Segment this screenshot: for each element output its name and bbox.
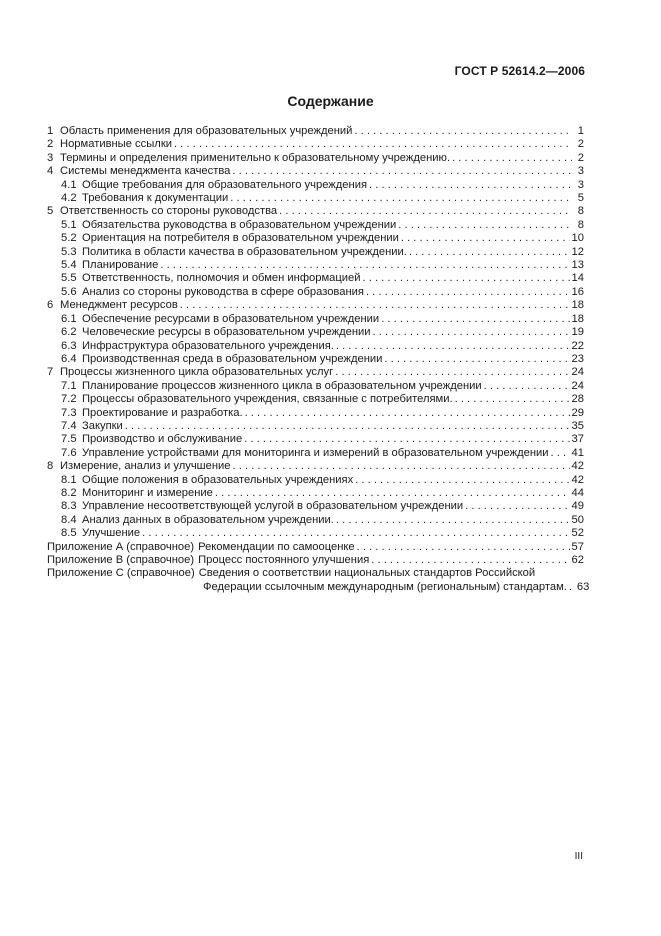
toc-entry (47, 272, 584, 285)
toc-entry (47, 138, 584, 151)
toc-entry-number: 5.1 (61, 218, 77, 231)
toc-page-number: 1 (577, 125, 584, 137)
toc-entry-label: Менеджмент ресурсов (60, 299, 178, 312)
toc-entry (47, 125, 584, 138)
toc-entry (47, 232, 584, 245)
toc-entry-number: 7 (47, 366, 54, 379)
toc-page-number: 19 (571, 326, 584, 339)
toc-page-number: 29 (571, 406, 584, 419)
toc-entry (47, 487, 584, 500)
toc-leader-dots (569, 581, 575, 594)
toc-entry-number: 5.6 (61, 285, 77, 298)
toc-page-number: 44 (571, 486, 584, 499)
toc-entry-number: 8.4 (61, 513, 77, 526)
toc-page-number: 3 (577, 165, 584, 178)
toc-page-number: 14 (571, 272, 584, 285)
toc-entry-number: 8.1 (61, 473, 77, 486)
toc-entry-number: 5 (47, 205, 54, 218)
toc-entry-number: 1 (47, 125, 54, 137)
toc-leader-dots (335, 366, 569, 379)
toc-entry (47, 474, 584, 487)
page-number: III (574, 851, 583, 862)
toc-entry-label: Обязательства руководства в образовательном учреждении (82, 218, 397, 231)
toc-entry (47, 299, 584, 312)
toc-entry (47, 152, 584, 165)
toc-entry-label: Процессы образовательного учреждения, связанные с потребителями. (82, 393, 453, 406)
toc-page-number: 23 (571, 352, 584, 365)
toc-page-number: 28 (571, 393, 584, 406)
toc-page-number: 35 (571, 419, 584, 432)
toc-entry (47, 407, 584, 420)
toc-appendix-label: Приложение В (справочное) (47, 554, 195, 566)
toc-entry-label: Мониторинг и измерение (82, 486, 213, 499)
toc-page-number: 18 (571, 299, 584, 312)
toc-appendix (47, 541, 584, 554)
toc-entry (47, 165, 584, 178)
toc-entry-label: Область применения для образовательных учреждений (60, 125, 353, 137)
toc-leader-dots (245, 407, 570, 420)
toc-page-number: 49 (571, 500, 584, 513)
toc-entry-label: Улучшение (82, 527, 141, 540)
toc-entry (47, 420, 584, 433)
toc-leader-dots (174, 138, 572, 151)
toc-leader-dots (363, 272, 570, 285)
toc-leader-dots (244, 433, 569, 446)
toc-page-number: 42 (571, 460, 584, 473)
toc-page-number: 12 (571, 245, 584, 258)
table-of-contents (47, 125, 590, 594)
toc-entry-number: 8.5 (61, 527, 77, 540)
toc-appendix-label: Приложение С (справочное) (47, 567, 195, 580)
toc-leader-dots (401, 232, 570, 245)
toc-leader-dots (355, 474, 569, 487)
toc-entry-label: Обеспечение ресурсами в образовательном учреждении (82, 312, 380, 325)
toc-leader-dots (230, 192, 572, 205)
toc-leader-dots (373, 326, 570, 339)
toc-entry-number: 5.3 (61, 245, 77, 258)
toc-entry-label: Инфраструктура образовательного учреждения. (82, 339, 334, 352)
toc-entry (47, 192, 584, 205)
toc-entry (47, 340, 584, 353)
toc-appendix (47, 554, 584, 567)
toc-leader-dots (455, 393, 570, 406)
toc-leader-dots (336, 340, 570, 353)
toc-leader-dots (381, 313, 569, 326)
toc-entry-number: 6.4 (61, 352, 77, 365)
toc-entry-number: 7.5 (61, 433, 77, 446)
toc-appendix-title-line1: Сведения о соответствии национальных стандартов Российской (198, 567, 536, 580)
toc-entry-label: Ориентация на потребителя в образовательном учреждении (82, 232, 399, 245)
toc-leader-dots (233, 460, 570, 473)
toc-entry-number: 3 (47, 151, 54, 164)
toc-page-number: 52 (571, 527, 584, 540)
toc-page-number: 63 (576, 580, 590, 593)
toc-appendix-title-line2: Федерации ссылочным международным (региональным) стандартам. (203, 580, 567, 593)
toc-entry-number: 7.4 (61, 419, 77, 432)
toc-entry-label: Планирование (82, 259, 159, 272)
toc-page-number: 2 (577, 151, 584, 164)
toc-appendix-c (47, 567, 590, 594)
toc-leader-dots (366, 286, 570, 299)
toc-entry-label: Процессы жизненного цикла образовательных услуг (60, 366, 334, 379)
toc-entry (47, 433, 584, 446)
toc-page-number: 50 (571, 513, 584, 526)
toc-entry (47, 286, 584, 299)
toc-entry-label: Политика в области качества в образовательном учреждении. (82, 245, 407, 258)
toc-entry (47, 205, 584, 218)
toc-entry-label: Анализ данных в образовательном учреждении. (82, 513, 334, 526)
toc-entry (47, 380, 584, 393)
toc-entry (47, 500, 584, 513)
toc-page-number: 37 (571, 433, 584, 446)
toc-entry-number: 8 (47, 460, 54, 473)
toc-leader-dots (336, 514, 570, 527)
toc-leader-dots (354, 125, 572, 138)
toc-entry (47, 527, 584, 540)
toc-page-number: 42 (571, 473, 584, 486)
toc-entry-label: Ответственность со стороны руководства (60, 205, 278, 218)
toc-page-number: 5 (577, 192, 584, 205)
toc-page-number: 8 (577, 205, 584, 218)
toc-leader-dots (215, 487, 570, 500)
toc-leader-dots (142, 527, 569, 540)
toc-appendix-title: Рекомендации по самооценке (198, 540, 355, 553)
toc-entry (47, 313, 584, 326)
toc-page-number: 3 (577, 178, 584, 191)
toc-leader-dots (551, 447, 570, 460)
toc-entry-number: 2 (47, 138, 54, 151)
toc-leader-dots (369, 179, 572, 192)
toc-entry (47, 179, 584, 192)
toc-leader-dots (398, 219, 572, 232)
toc-entry (47, 447, 584, 460)
toc-appendix-label: Приложение А (справочное) (47, 540, 195, 553)
toc-entry (47, 259, 584, 272)
toc-leader-dots (160, 259, 569, 272)
toc-entry (47, 366, 584, 379)
toc-entry (47, 514, 584, 527)
toc-entry-label: Анализ со стороны руководства в сфере образования (82, 285, 364, 298)
toc-leader-dots (465, 500, 569, 513)
toc-entry-number: 5.5 (61, 272, 77, 285)
toc-entries (47, 125, 584, 541)
toc-entry-label: Общие требования для образовательного учреждения (82, 178, 368, 191)
toc-page-number: 24 (571, 379, 584, 392)
toc-entry (47, 353, 584, 366)
toc-entry-number: 8.3 (61, 500, 77, 513)
toc-entry-label: Закупки (82, 419, 123, 432)
toc-page-number: 16 (571, 285, 584, 298)
toc-entry-label: Проектирование и разработка. (82, 406, 243, 419)
toc-appendix-title: Процесс постоянного улучшения (198, 554, 370, 566)
toc-page-number: 24 (571, 366, 584, 379)
document-code: ГОСТ Р 52614.2—2006 (454, 64, 585, 78)
toc-entry-label: Ответственность, полномочия и обмен информацией (82, 272, 361, 285)
toc-entry-number: 4 (47, 165, 54, 178)
toc-appendices (47, 541, 584, 568)
toc-page-number: 2 (577, 138, 584, 151)
toc-entry-label: Требования к документации (82, 192, 229, 205)
toc-entry-label: Управление несоответствующей услугой в образовательном учреждении (82, 500, 464, 513)
toc-leader-dots (452, 152, 572, 165)
toc-entry-number: 5.4 (61, 259, 77, 272)
toc-entry (47, 393, 584, 406)
toc-page-number: 62 (571, 554, 584, 566)
toc-entry-number: 7.3 (61, 406, 77, 419)
toc-leader-dots (371, 554, 569, 567)
toc-entry (47, 460, 584, 473)
toc-leader-dots (384, 353, 569, 366)
toc-entry-label: Человеческие ресурсы в образовательном учреждении (82, 326, 371, 339)
toc-entry (47, 219, 584, 232)
toc-page-number: 10 (571, 232, 584, 245)
toc-entry-label: Производственная среда в образовательном учреждении (82, 352, 383, 365)
toc-entry-number: 6.1 (61, 312, 77, 325)
toc-entry-number: 6.2 (61, 326, 77, 339)
toc-page-number: 18 (571, 312, 584, 325)
toc-entry-number: 4.2 (61, 192, 77, 205)
toc-leader-dots (409, 246, 570, 259)
toc-page-number: 8 (577, 218, 584, 231)
toc-entry-label: Производство и обслуживание (82, 433, 243, 446)
toc-leader-dots (180, 299, 570, 312)
toc-entry-number: 5.2 (61, 232, 77, 245)
toc-entry-number: 7.2 (61, 393, 77, 406)
toc-entry-label: Общие положения в образовательных учреждениях (82, 473, 354, 486)
toc-entry (47, 246, 584, 259)
toc-entry-number: 6.3 (61, 339, 77, 352)
toc-entry-number: 6 (47, 299, 54, 312)
toc-entry-number: 7.6 (61, 446, 77, 459)
toc-page-number: 57 (571, 540, 584, 553)
toc-leader-dots (357, 541, 570, 554)
toc-page-number: 41 (571, 446, 584, 459)
toc-entry-label: Управление устройствами для мониторинга и измерений в образовательном учреждении (82, 446, 549, 459)
toc-page-number: 22 (571, 339, 584, 352)
toc-entry-label: Планирование процессов жизненного цикла в образовательном учреждении (82, 379, 482, 392)
toc-entry-label: Измерение, анализ и улучшение (60, 460, 231, 473)
toc-leader-dots (279, 205, 572, 218)
toc-entry-number: 7.1 (61, 379, 77, 392)
toc-entry-number: 8.2 (61, 486, 77, 499)
toc-entry-label: Термины и определения применительно к образовательному учреждению. (60, 151, 451, 164)
toc-entry-label: Нормативные ссылки (60, 138, 172, 151)
page-title: Содержание (287, 93, 374, 109)
toc-entry-label: Системы менеджмента качества (60, 165, 231, 178)
toc-leader-dots (125, 420, 570, 433)
toc-entry (47, 326, 584, 339)
toc-leader-dots (484, 380, 570, 393)
toc-page-number: 13 (571, 259, 584, 272)
toc-entry-number: 4.1 (61, 178, 77, 191)
toc-leader-dots (232, 165, 572, 178)
